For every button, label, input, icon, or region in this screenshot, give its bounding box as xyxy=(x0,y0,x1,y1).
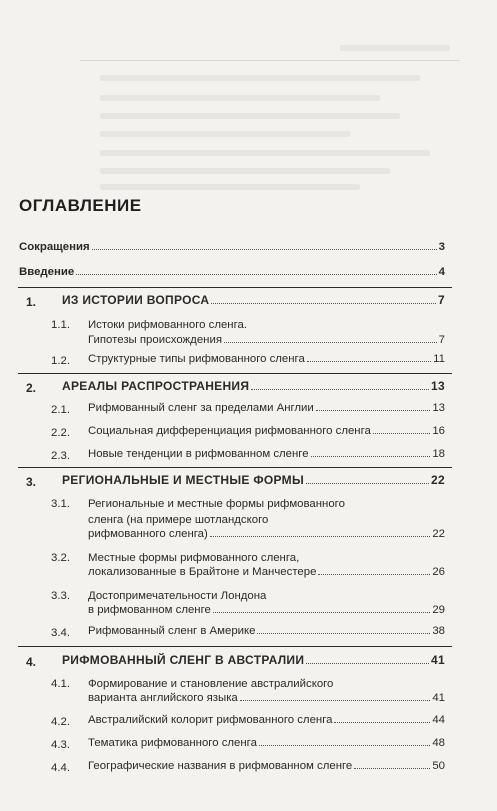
section-title-line[interactable]: Достопримечательности Лондона xyxy=(88,590,267,602)
leader-dots xyxy=(354,768,430,769)
toc-section-2-1[interactable] xyxy=(88,402,445,414)
leader-dots xyxy=(311,456,431,457)
section-number: 3.3. xyxy=(51,590,70,602)
section-page: 26 xyxy=(432,566,445,578)
leader-dots xyxy=(259,745,430,746)
toc-section-4-1[interactable] xyxy=(88,692,445,704)
toc-section-2-2[interactable] xyxy=(88,425,445,437)
leader-dots xyxy=(257,633,430,634)
section-page: 13 xyxy=(432,402,445,414)
chapter-page: 41 xyxy=(431,653,445,667)
toc-chapter-2[interactable] xyxy=(62,379,445,393)
section-page: 48 xyxy=(432,737,445,749)
chapter-title: ИЗ ИСТОРИИ ВОПРОСА xyxy=(62,293,210,307)
section-title-line: Рифмованный сленг за пределами Англии xyxy=(88,402,314,414)
section-number: 4.4. xyxy=(51,762,70,774)
section-title-line[interactable]: Истоки рифмованного сленга. xyxy=(88,319,248,331)
leader-dots xyxy=(316,410,431,411)
toc-section-2-3[interactable] xyxy=(88,448,445,460)
section-title-line[interactable]: Местные формы рифмованного сленга, xyxy=(88,552,300,564)
leader-dots xyxy=(240,700,431,701)
chapter-page: 13 xyxy=(431,379,445,393)
toc-section-3-1[interactable] xyxy=(88,528,445,540)
leader-dots xyxy=(224,342,437,343)
section-page: 7 xyxy=(438,334,445,346)
section-number: 3.2. xyxy=(51,552,70,564)
toc-entry-abbreviations[interactable] xyxy=(19,241,445,253)
toc-section-1-1[interactable] xyxy=(88,334,445,346)
leader-dots xyxy=(92,249,437,250)
section-number: 2.3. xyxy=(51,450,70,462)
section-title-line: Социальная дифференциация рифмованного сленга xyxy=(88,425,371,437)
toc-entry-introduction[interactable] xyxy=(19,266,445,278)
section-page: 41 xyxy=(432,692,445,704)
leader-dots xyxy=(306,483,429,484)
section-title-line: Географические названия в рифмованном сленге xyxy=(88,760,353,772)
chapter-divider xyxy=(18,467,452,468)
section-title-line: Новые тенденции в рифмованном сленге xyxy=(88,448,309,460)
leader-dots xyxy=(373,433,430,434)
chapter-divider xyxy=(18,287,452,288)
chapter-title: РЕГИОНАЛЬНЫЕ И МЕСТНЫЕ ФОРМЫ xyxy=(62,473,305,487)
section-page: 38 xyxy=(432,625,445,637)
section-page: 16 xyxy=(432,425,445,437)
section-page: 18 xyxy=(432,448,445,460)
leader-dots xyxy=(306,663,429,664)
section-number: 4.3. xyxy=(51,739,70,751)
section-number: 4.2. xyxy=(51,716,70,728)
toc-entry-page: 3 xyxy=(438,241,445,253)
leader-dots xyxy=(318,574,430,575)
toc-section-3-4[interactable] xyxy=(88,625,445,637)
section-title-line: в рифмованном сленге xyxy=(88,604,211,616)
section-number: 3.4. xyxy=(51,627,70,639)
section-title-line: варианта английского языка xyxy=(88,692,238,704)
section-page: 44 xyxy=(432,714,445,726)
leader-dots xyxy=(213,612,431,613)
section-number: 2.1. xyxy=(51,404,70,416)
section-title-line: рифмованного сленга) xyxy=(88,528,208,540)
leader-dots xyxy=(210,536,431,537)
toc-section-3-2[interactable] xyxy=(88,566,445,578)
section-page: 22 xyxy=(432,528,445,540)
section-number: 1.1. xyxy=(51,319,70,331)
chapter-number: 4. xyxy=(26,655,37,669)
chapter-page: 7 xyxy=(438,293,445,307)
toc-chapter-3[interactable] xyxy=(62,473,445,487)
section-title-line[interactable]: сленга (на примере шотландского xyxy=(88,514,269,526)
leader-dots xyxy=(334,722,430,723)
section-title-line: локализованные в Брайтоне и Манчестере xyxy=(88,566,317,578)
section-title-line: Тематика рифмованного сленга xyxy=(88,737,257,749)
chapter-page: 22 xyxy=(431,473,445,487)
section-page: 50 xyxy=(432,760,445,772)
chapter-divider xyxy=(18,373,452,374)
section-title-line[interactable]: Формирование и становление австралийского xyxy=(88,678,334,690)
toc-section-3-3[interactable] xyxy=(88,604,445,616)
section-number: 2.2. xyxy=(51,427,70,439)
section-title-line[interactable]: Региональные и местные формы рифмованного xyxy=(88,498,345,510)
section-title-line: Гипотезы происхождения xyxy=(88,334,222,346)
toc-entry-label: Введение xyxy=(19,266,75,278)
section-title-line: Рифмованный сленг в Америке xyxy=(88,625,256,637)
toc-section-4-3[interactable] xyxy=(88,737,445,749)
chapter-title: РИФМОВАННЫЙ СЛЕНГ В АВСТРАЛИИ xyxy=(62,653,305,667)
chapter-divider xyxy=(18,646,452,647)
toc-section-4-2[interactable] xyxy=(88,714,445,726)
toc-entry-label: Сокращения xyxy=(19,241,90,253)
toc-chapter-4[interactable] xyxy=(62,653,445,667)
section-page: 29 xyxy=(432,604,445,616)
section-number: 4.1. xyxy=(51,678,70,690)
section-number: 3.1. xyxy=(51,498,70,510)
leader-dots xyxy=(211,303,436,304)
leader-dots xyxy=(76,274,436,275)
toc-section-4-4[interactable] xyxy=(88,760,445,772)
toc-chapter-1[interactable] xyxy=(62,293,445,307)
section-title-line: Австралийский колорит рифмованного сленга xyxy=(88,714,333,726)
chapter-title: АРЕАЛЫ РАСПРОСТРАНЕНИЯ xyxy=(62,379,250,393)
toc-entry-page: 4 xyxy=(438,266,445,278)
toc-section-1-2[interactable] xyxy=(88,353,445,365)
leader-dots xyxy=(307,361,431,362)
chapter-number: 2. xyxy=(26,381,37,395)
section-number: 1.2. xyxy=(51,355,70,367)
chapter-number: 3. xyxy=(26,475,37,489)
section-page: 11 xyxy=(433,353,445,365)
chapter-number: 1. xyxy=(26,295,37,309)
leader-dots xyxy=(251,389,429,390)
page-title: ОГЛАВЛЕНИЕ xyxy=(19,196,142,215)
section-title-line: Структурные типы рифмованного сленга xyxy=(88,353,305,365)
